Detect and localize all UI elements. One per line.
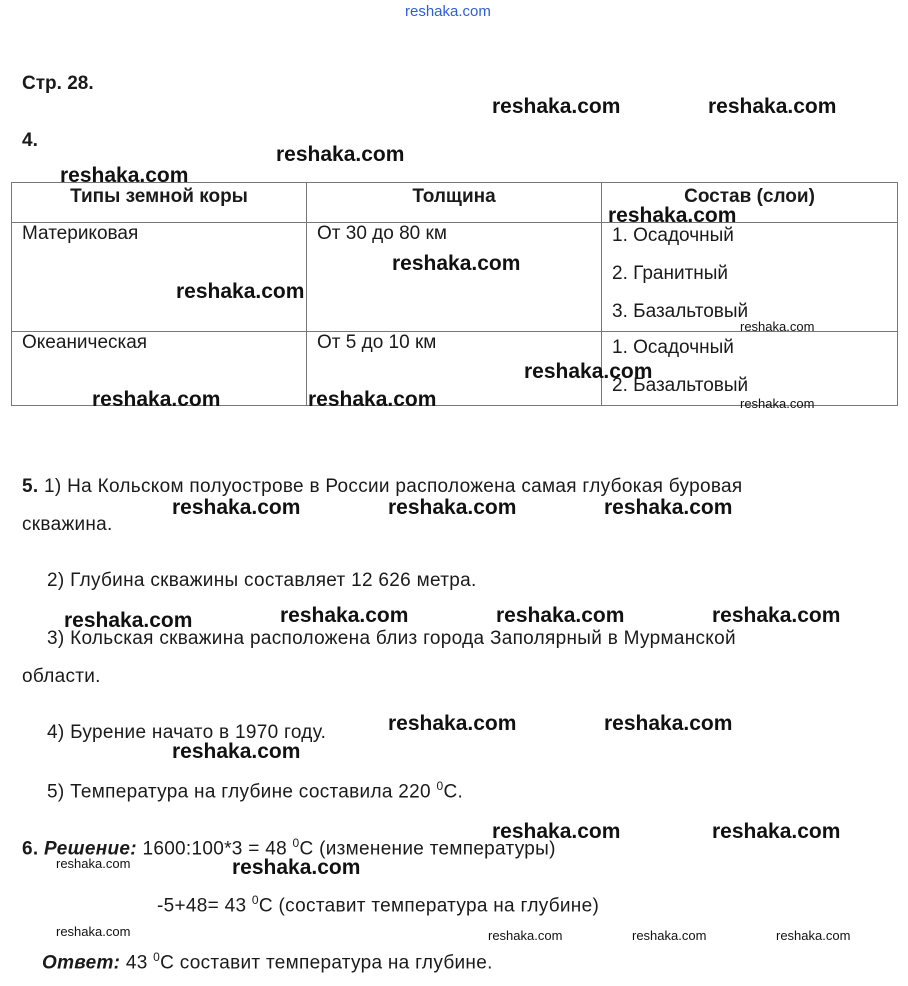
layer-item: 1. Осадочный [612, 225, 734, 246]
watermark: reshaka.com [172, 740, 301, 763]
watermark: reshaka.com [492, 95, 621, 118]
watermark: reshaka.com [392, 252, 521, 275]
watermark-small: reshaka.com [56, 856, 131, 871]
task5-p3-line2: области. [22, 666, 101, 687]
task5-p4: 4) Бурение начато в 1970 году. [47, 722, 327, 743]
task6-line2: -5+48= 43 $^0$С (составит температура на глубине) [157, 893, 600, 917]
cell-type: Материковая [12, 223, 307, 332]
watermark-small: reshaka.com [632, 928, 707, 943]
watermark: reshaka.com [308, 388, 437, 411]
watermark-small: reshaka.com [56, 924, 131, 939]
watermark: reshaka.com [232, 856, 361, 879]
watermark: reshaka.com [708, 95, 837, 118]
watermark: reshaka.com [712, 604, 841, 627]
task5-p3-line1: 3) Кольская скважина расположена близ города Заполярный в Мурманской [47, 628, 736, 649]
task5-p1-line1: 5. 1) На Кольском полуострове в России расположена самая глубокая буровая [22, 476, 743, 497]
watermark: reshaka.com [524, 360, 653, 383]
top-watermark: reshaka.com [405, 3, 491, 20]
layer-item: 2. Базальтовый [612, 375, 749, 396]
task5-p2: 2) Глубина скважины составляет 12 626 метра. [47, 570, 477, 591]
cell-thickness: От 5 до 10 км [307, 332, 602, 406]
task6-answer: Ответ: 43 $^0$С составит температура на глубине. [42, 950, 493, 974]
task6-line1: 6. Решение: 1600:100*3 = 48 $^0$С (изменение температуры) [22, 836, 556, 860]
layer-item: 2. Гранитный [612, 263, 729, 284]
watermark: reshaka.com [60, 164, 189, 187]
header-layers: Состав (слои) [602, 183, 898, 223]
layer-item: 3. Базальтовый [612, 301, 749, 322]
task5-p5: 5) Температура на глубине составила 220 $^0$С. [47, 779, 464, 803]
watermark: reshaka.com [496, 604, 625, 627]
header-type: Типы земной коры [12, 183, 307, 223]
watermark: reshaka.com [176, 280, 305, 303]
task4-number: 4. [22, 130, 38, 151]
watermark: reshaka.com [172, 496, 301, 519]
watermark-small: reshaka.com [488, 928, 563, 943]
header-thickness: Толщина [307, 183, 602, 223]
cell-layers [602, 223, 898, 332]
watermark: reshaka.com [92, 388, 221, 411]
watermark: reshaka.com [64, 609, 193, 632]
page-label: Стр. 28. [22, 73, 94, 94]
watermark: reshaka.com [604, 712, 733, 735]
table-row [12, 223, 898, 332]
watermark: reshaka.com [388, 712, 517, 735]
task5-p1-line2: скважина. [22, 514, 113, 535]
watermark: reshaka.com [276, 143, 405, 166]
watermark: reshaka.com [712, 820, 841, 843]
crust-types-table [11, 182, 898, 406]
layer-item: 1. Осадочный [612, 337, 734, 358]
watermark: reshaka.com [604, 496, 733, 519]
watermark-small: reshaka.com [740, 396, 815, 411]
watermark: reshaka.com [608, 204, 737, 227]
watermark: reshaka.com [492, 820, 621, 843]
watermark: reshaka.com [280, 604, 409, 627]
watermark: reshaka.com [388, 496, 517, 519]
cell-type: Океаническая [12, 332, 307, 406]
cell-thickness: От 30 до 80 км [307, 223, 602, 332]
watermark-small: reshaka.com [740, 319, 815, 334]
watermark-small: reshaka.com [776, 928, 851, 943]
